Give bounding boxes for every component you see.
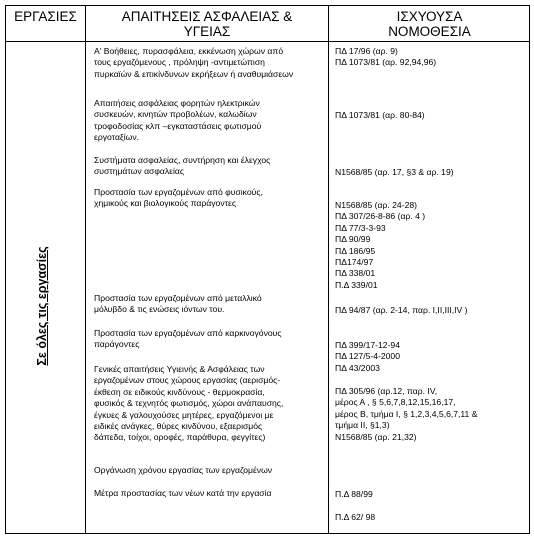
requirement-line: έκθεση σε ειδικούς κινδύνους - θερμοκρασία, [94, 386, 265, 397]
requirement-line: χημικούς και βιολογικούς παράγοντες [94, 198, 237, 209]
legislation-line: μέρος Α , § 5,6,7,8,12,15,16,17, [335, 397, 456, 408]
legislation-line: Ν1568/85 (αρ. 21,32) [335, 431, 417, 442]
requirement-line: παράγοντες [94, 339, 140, 350]
requirement-line: Α' Βοήθειες, πυρασφάλεια, εκκένωση χώρων από [94, 46, 284, 56]
requirement-line: δάπεδα, τοίχοι, οροφές, παράθυρα, φεγγίτες) [94, 432, 266, 443]
requirement-line: Συστήματα ασφαλείας, συντήρηση και έλεγχος [94, 155, 271, 165]
requirement-line: Απαιτήσεις ασφάλειας φορητών ηλεκτρικών [94, 98, 260, 108]
legislation-cell [335, 340, 530, 374]
legislation-line: ΠΔ 77/3-3-93 [335, 222, 386, 233]
requirement-line: μόλυβδο & τις ενώσεις ιόντων του. [94, 304, 225, 315]
works-label: Σε όλες τις εργασίες [35, 246, 49, 366]
requirement-line: ειδικές ανάγκες, θύρες κινδύνου, εξαερισμός [94, 421, 263, 432]
requirement-line: Γενικές απαιτήσεις Υγιεινής & Ασφάλειας των [94, 364, 265, 374]
header-requirements [86, 9, 328, 39]
requirement-line: τροφοδοσίας κλπ –εγκαταστάσεις φωτισμού [94, 120, 262, 131]
legislation-cell [335, 489, 530, 523]
header-divider [6, 41, 529, 42]
legislation-line: ΠΔ 305/96 (αρ.12, παρ. ΙV, [335, 386, 438, 396]
legislation-cell [335, 200, 530, 291]
requirement-line: Προστασία των εργαζομένων από φυσικούς, [94, 187, 263, 197]
legislation-line: ΠΔ 17/96 (αρ. 9) [335, 46, 398, 56]
legislation-line: Π.Δ 62/ 98 [335, 511, 376, 522]
requirement-cell [94, 98, 322, 144]
legislation-line: τμήμα ΙΙ, §1,3) [335, 420, 390, 431]
legislation-line: Π.Δ 339/01 [335, 279, 378, 290]
legislation-line: ΠΔ 1073/81 (αρ. 80-84) [335, 110, 425, 120]
requirement-cell [94, 46, 322, 80]
header-legislation-line1: ΙΣΧΥΟΥΣΑ [396, 9, 463, 24]
legislation-line: ΠΔ 399/17-12-94 [335, 340, 400, 350]
legislation-line: ΠΔ 1073/81 (αρ. 92,94,96) [335, 57, 437, 68]
legislation-line: ΠΔ 94/87 (αρ. 2-14, παρ. Ι,ΙΙ,ΙΙΙ,ΙV ) [335, 305, 468, 315]
requirement-line: τους εργαζόμενους , πρόληψη -αντιμετώπιση [94, 57, 265, 68]
requirement-cell [94, 465, 322, 476]
requirement-line: έγκυες & γαλουχούσες μητέρες, εργαζόμενοι με [94, 409, 274, 420]
requirement-line: Οργάνωση χρόνου εργασίας των εργαζομένων [94, 465, 273, 475]
header-works-label: ΕΡΓΑΣΙΕΣ [14, 9, 77, 24]
legislation-line: ΠΔ 127/5-4-2000 [335, 351, 400, 362]
column-divider [328, 6, 329, 533]
header-legislation-line2: ΝΟΜΟΘΕΣΙΑ [388, 24, 471, 39]
legislation-line: ΠΔ174/97 [335, 257, 374, 268]
legislation-line: ΠΔ 338/01 [335, 268, 376, 279]
legislation-line: ΠΔ 186/95 [335, 245, 376, 256]
requirement-cell [94, 293, 322, 316]
legislation-line: Ν1568/85 (αρ. 24-28) [335, 200, 417, 210]
legislation-line: Π.Δ 88/99 [335, 489, 373, 499]
legislation-line: μέρος Β, τμήμα Ι, § 1,2,3,4,5,6,7,11 & [335, 408, 478, 419]
requirement-line: φυσικός & τεχνητός φωτισμός, χώροι ανάπαυσης, [94, 398, 284, 409]
requirement-line: Προστασία των εργαζομένων από μεταλλικό [94, 293, 262, 303]
requirement-cell [94, 364, 322, 444]
requirement-line: συσκευών, κινητών προβολέων, καλωδίων [94, 109, 257, 120]
requirement-line: συστημάτων ασφαλείας [94, 166, 185, 177]
requirement-line: εργαζομένων στους χώρους εργασίας (αερισμός- [94, 375, 281, 386]
legislation-cell [335, 167, 530, 178]
requirement-cell [94, 328, 322, 351]
legislation-cell [335, 386, 530, 443]
header-requirements-line1: ΑΠΑΙΤΗΣΕΙΣ ΑΣΦΑΛΕΙΑΣ & [121, 9, 293, 24]
requirement-cell [94, 488, 322, 499]
header-requirements-line2: ΥΓΕΙΑΣ [183, 24, 231, 39]
header-works [6, 9, 85, 24]
requirement-line: εργοταξίων. [94, 132, 140, 143]
legislation-line [335, 500, 530, 511]
legislation-line: ΠΔ 90/99 [335, 234, 371, 245]
requirement-cell [94, 187, 322, 210]
requirement-line: Προστασία των εργαζομένων από καρκινογόνους [94, 328, 282, 338]
column-divider [85, 6, 86, 533]
legislation-cell [335, 305, 530, 316]
requirement-line: Μέτρα προστασίας των νέων κατά την εργασία [94, 488, 272, 498]
requirement-line: πυρκαϊών & επικίνδυνων εκρήξεων ή αναθυμιάσεων [94, 68, 294, 79]
header-legislation [329, 9, 530, 39]
legislation-cell [335, 46, 530, 69]
legislation-line: Ν1568/85 (αρ. 17, §3 & αρ. 19) [335, 167, 454, 177]
legislation-table [5, 5, 530, 534]
legislation-cell [335, 110, 530, 121]
legislation-line: ΠΔ 307/26-8-86 (αρ. 4 ) [335, 211, 426, 222]
requirement-cell [94, 155, 322, 178]
legislation-line: ΠΔ 43/2003 [335, 362, 380, 373]
